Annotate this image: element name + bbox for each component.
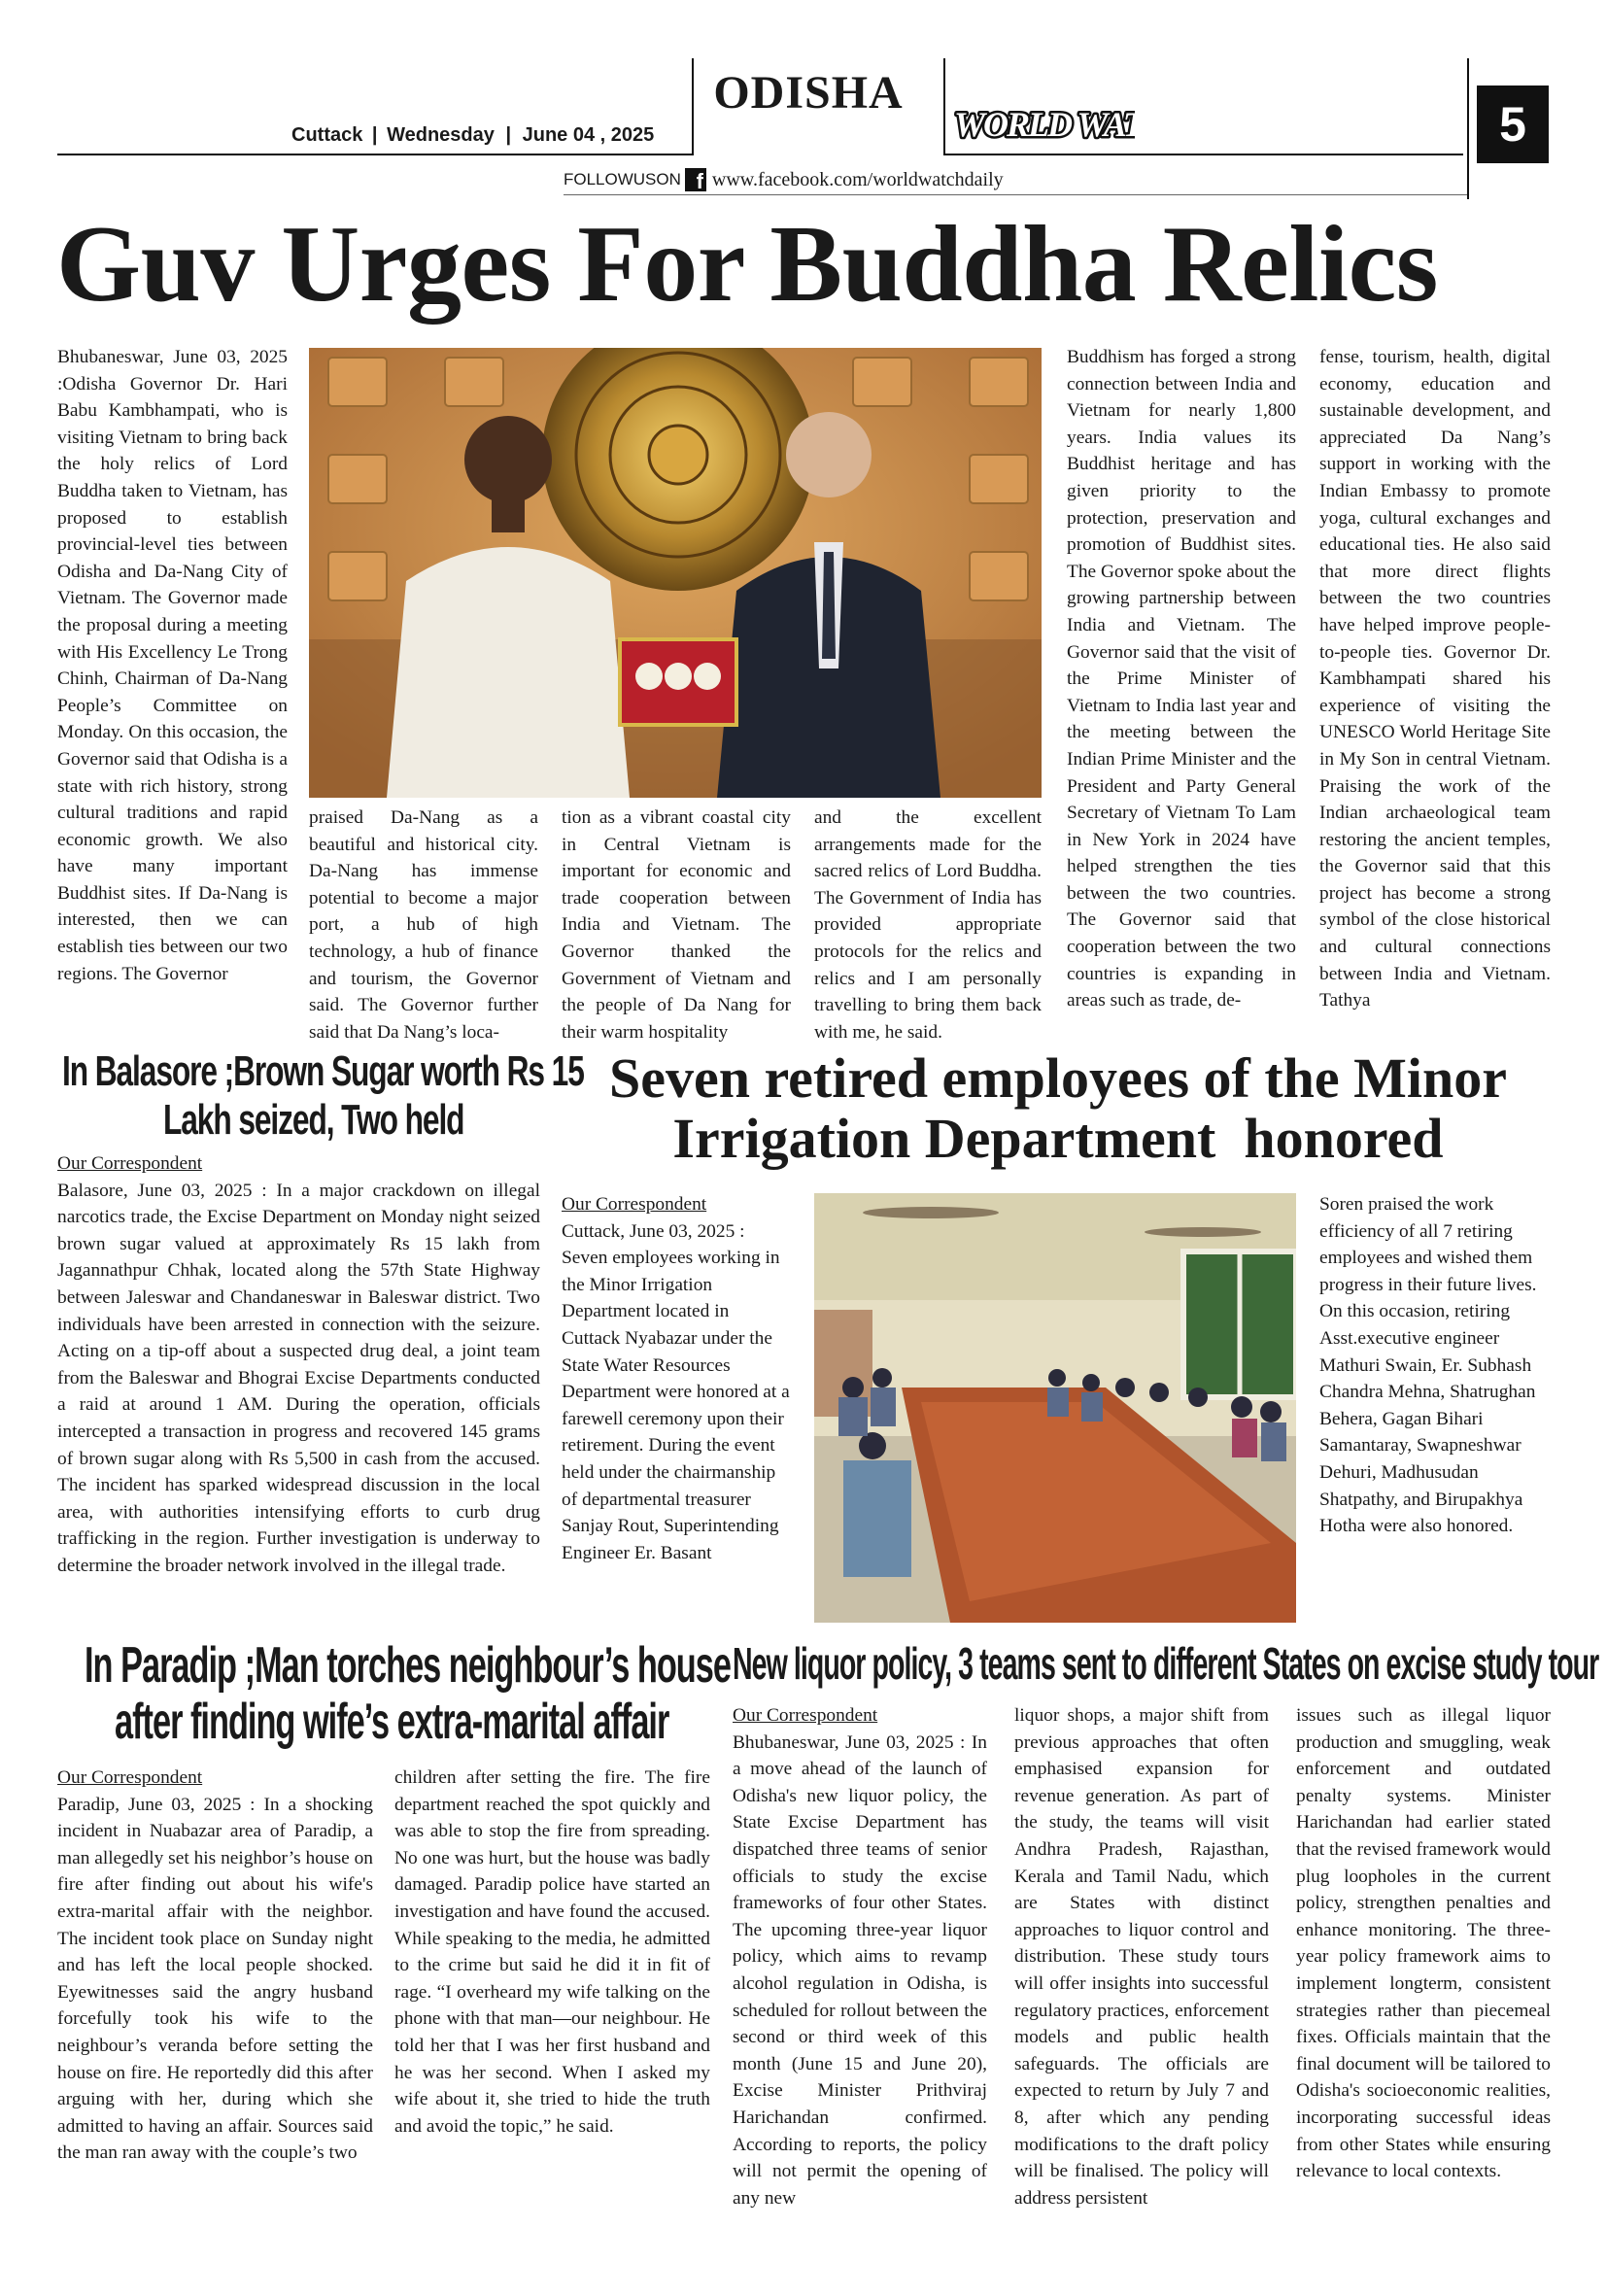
masthead-dateline: Cuttack | Wednesday | June 04 , 2025: [291, 124, 655, 146]
page-number-box: [1477, 86, 1549, 163]
balasore-byline: Our Correspondent: [57, 1153, 203, 1174]
liquor-headline: New liquor policy, 3 teams sent to different States on excise study tour: [733, 1638, 1599, 1689]
lead-column-4: [814, 805, 1042, 1045]
liquor-column-1: [733, 1702, 987, 2270]
facebook-icon[interactable]: f: [685, 168, 706, 191]
irrigation-photo: [814, 1193, 1296, 1623]
paradip-text-1: Paradip, June 03, 2025 : In a shocking incident in Nuabazar area of Paradip, a man allegedly set his neighbor’s house on fire after finding out about his wife's extra-marital affair with the neighbor. The incident took place on Sunday night and has left the local people shocked. Eyewitnesses said the angry husband forcefully took his wife to the neighbour’s veranda before setting the house on fire. He reportedly did this after arguing with her, during which she admitted to having an affair. Sources said the man ran away with the couple’s two: [57, 1794, 373, 2164]
follow-rule: [564, 194, 1467, 195]
paradip-headline-line-2: after finding wife’s extra-marital affair: [115, 1694, 669, 1750]
irrigation-column-1: [562, 1191, 791, 1627]
liquor-byline: Our Correspondent: [733, 1705, 878, 1726]
irrigation-headline-line-1: Seven retired employees of the Minor: [608, 1046, 1508, 1110]
lead-headline: Guv Urges For Buddha Relics: [56, 204, 1438, 325]
irrigation-text-1: Cuttack, June 03, 2025 : Seven employees working in the Minor Irrigation Department located in Cuttack Nyabazar under the State Water Resources Department were honored at a farewell ceremony upon their retirement. During the event held under the chairmanship of departmental treasurer Sanjay Rout, Superintending Engineer Er. Basant: [562, 1220, 790, 1563]
section-title: ODISHA: [713, 67, 904, 119]
page-number-rule: [1467, 58, 1469, 199]
liquor-column-2: [1014, 1702, 1269, 2270]
paradip-byline: Our Correspondent: [57, 1767, 203, 1788]
balasore-headline-line-2: Lakh seized, Two held: [163, 1096, 464, 1144]
page-number: 5: [1499, 97, 1526, 152]
irrigation-byline: Our Correspondent: [562, 1194, 707, 1215]
brand-logo: [950, 84, 1135, 154]
follow-label: FOLLOWUSON: [564, 170, 681, 188]
dateline-city: Cuttack: [291, 124, 363, 146]
paradip-headline-line-1: In Paradip ;Man torches neighbour’s house: [85, 1637, 731, 1694]
irrigation-column-2: [1319, 1191, 1551, 1627]
lead-text-4: and the excellent arrangements made for the sacred relics of Lord Buddha. The Government of India has provided appropriate protocols for the relics and relics and I am personally travelling to bring them back with me, he said.: [814, 807, 1042, 1043]
liquor-text-3: issues such as illegal liquor production and smuggling, weak enforcement and outdated penalty systems. Minister Harichandan had earlier stated that the revised framework would plug loopholes in the current policy, strengthen penalties and enhance monitoring. The three-year policy framework aims to implement longterm, consistent strategies rather than piecemeal fixes. Officials maintain that the final document will be tailored to Odisha's socioeconomic realities, incorporating successful ideas from other States while ensuring relevance to local contexts.: [1296, 1705, 1551, 2182]
masthead-vertical-rule-2: [943, 58, 945, 155]
paradip-text-2: children after setting the fire. The fire department reached the spot quickly and was able to stop the fire from spreading. No one was hurt, but the house was badly damaged. Paradip police have started an investigation and have found the accused. While speaking to the media, he admitted to the crime but said he did it in fit of rage. “I overheard my wife talking on the phone with that man—our neighbour. He told her that I was her first husband and he was her second. When I asked my wife about it, she tried to hide the truth and avoid the topic,” he said.: [394, 1767, 710, 2137]
masthead-vertical-rule-1: [692, 58, 694, 155]
lead-text-1: Bhubaneswar, June 03, 2025 :Odisha Governor Dr. Hari Babu Kambhampati, who is visiting Vietnam to bring back the holy relics of Lord Buddha taken to Vietnam, has proposed to establish provincial-level ties between Odisha and Da-Nang City of Vietnam. The Governor made the proposal during a meeting with His Excellency Le Trong Chinh, Chairman of Da-Nang People’s Committee on Monday. On this occasion, the Governor said that Odisha is a state with rich history, strong cultural traditions and rapid economic growth. We also have many important Buddhist sites. If Da-Nang is interested, then we can establish ties between our two regions. The Governor: [57, 347, 288, 984]
lead-text-2: praised Da-Nang as a beautiful and historical city. Da-Nang has immense potential to become a major port, a hub of high technology, a hub of finance and tourism, the Governor said. The Governor further said that Da Nang’s loca-: [309, 807, 538, 1043]
svg-text:WORLD WATCH: WORLD WA: [954, 105, 1123, 144]
paradip-column-1: [57, 1765, 373, 2270]
liquor-text-1: Bhubaneswar, June 03, 2025 : In a move ahead of the launch of Odisha's new liquor policy, the State Excise Department has dispatched three teams of senior officials to study the excise frameworks of four other States. The upcoming three-year liquor policy, which aims to revamp alcohol regulation in Odisha, is scheduled for rollout between the second or third week of this month (June 15 and June 20), Excise Minister Prithviraj Harichandan confirmed. According to reports, the policy will not permit the opening of any new: [733, 1731, 987, 2209]
irrigation-text-2: Soren praised the work efficiency of all 7 retiring employees and wished them progress in their future lives. On this occasion, retiring Asst.executive engineer Mathuri Swain, Er. Subhash Chandra Mehna, Shatrughan Behera, Gagan Bihari Samantaray, Swapneshwar Dehuri, Madhusudan Shatpathy, and Birupakhya Hotha were also honored.: [1319, 1194, 1537, 1537]
lead-column-2: [309, 805, 538, 1045]
lead-photo: [309, 348, 1042, 798]
masthead-left-rule: [57, 154, 693, 155]
masthead-right-rule: [945, 154, 1463, 155]
lead-column-1: [57, 344, 288, 1045]
lead-column-6: [1319, 344, 1551, 1045]
paradip-column-2: [394, 1765, 710, 2270]
balasore-body: [57, 1150, 540, 1627]
facebook-link[interactable]: www.facebook.com/worldwatchdaily: [711, 168, 1004, 190]
lead-text-5: Buddhism has forged a strong connection between India and Vietnam for nearly 1,800 years. India values its Buddhist heritage and has given priority to the protection, preservation and promotion of Buddhist sites. The Governor spoke about the growing partnership between India and Vietnam. The Governor said that the visit of the Prime Minister of Vietnam to India last year and the meeting between the Indian Prime Minister and the President and Party General Secretary of Vietnam To Lam in New York in 2024 have helped strengthen the ties between the two countries. The Governor said that cooperation between the two countries is expanding in areas such as trade, de-: [1067, 347, 1296, 1011]
dateline-day: Wednesday: [387, 124, 495, 146]
lead-column-5: [1067, 344, 1296, 1045]
liquor-column-3: [1296, 1702, 1551, 2270]
lead-column-3: [562, 805, 791, 1045]
lead-text-6: fense, tourism, health, digital economy, education and sustainable development, and appreciated Da Nang’s support in working with the Indian Embassy to promote yoga, cultural exchanges and educational ties. He also said that more direct flights between the two countries have helped improve people-to-people ties. Governor Dr. Kambhampati shared his experience of visiting the UNESCO World Heritage Site in My Son in central Vietnam. Praising the work of the Indian archaeological team restoring the ancient temples, the Governor said that this project has become a strong symbol of the close historical and cultural connections between India and Vietnam. Tathya: [1319, 347, 1551, 1011]
svg-text:WORLD WATCH: WORLD WA: [954, 105, 1123, 144]
lead-text-3: tion as a vibrant coastal city in Central Vietnam is important for economic and trade cooperation between India and Vietnam. The Governor thanked the Government of Vietnam and the people of Da Nang for their warm hospitality: [562, 807, 791, 1043]
follow-us: [564, 167, 1004, 192]
liquor-text-2: liquor shops, a major shift from previous approaches that often emphasised expansion for revenue generation. As part of the study, the teams will visit Andhra Pradesh, Rajasthan, Kerala and Tamil Nadu, which are States with distinct approaches to liquor control and distribution. These study tours will offer insights into successful regulatory practices, enforcement models and public health safeguards. The officials are expected to return by July 7 and 8, after which any pending modifications to the draft policy will be finalised. The policy will address persistent: [1014, 1705, 1269, 2209]
irrigation-headline-line-2: Irrigation Department honored: [672, 1107, 1444, 1170]
dateline-date: June 04 , 2025: [522, 124, 655, 146]
balasore-text: Balasore, June 03, 2025 : In a major crackdown on illegal narcotics trade, the Excise Department on Monday night seized brown sugar valued at approximately Rs 15 lakh from Jagannathpur Chhak, located along the 57th State Highway between Jaleswar and Chandaneswar in Baleswar district. Two individuals have been arrested in connection with the seizure. Acting on a tip-off about a suspected drug deal, a joint team from the Baleswar and Bhograi Excise Departments conducted a raid at around 1 AM. During the operation, officials intercepted a transaction in progress and recovered 145 grams of brown sugar along with Rs 5,500 in cash from the accused. The incident has sparked widespread discussion in the local area, with authorities intensifying efforts to curb drug trafficking in the region. Further investigation is underway to determine the broader network involved in the illegal trade.: [57, 1180, 540, 1576]
balasore-headline-line-1: In Balasore ;Brown Sugar worth Rs 15: [62, 1047, 584, 1095]
